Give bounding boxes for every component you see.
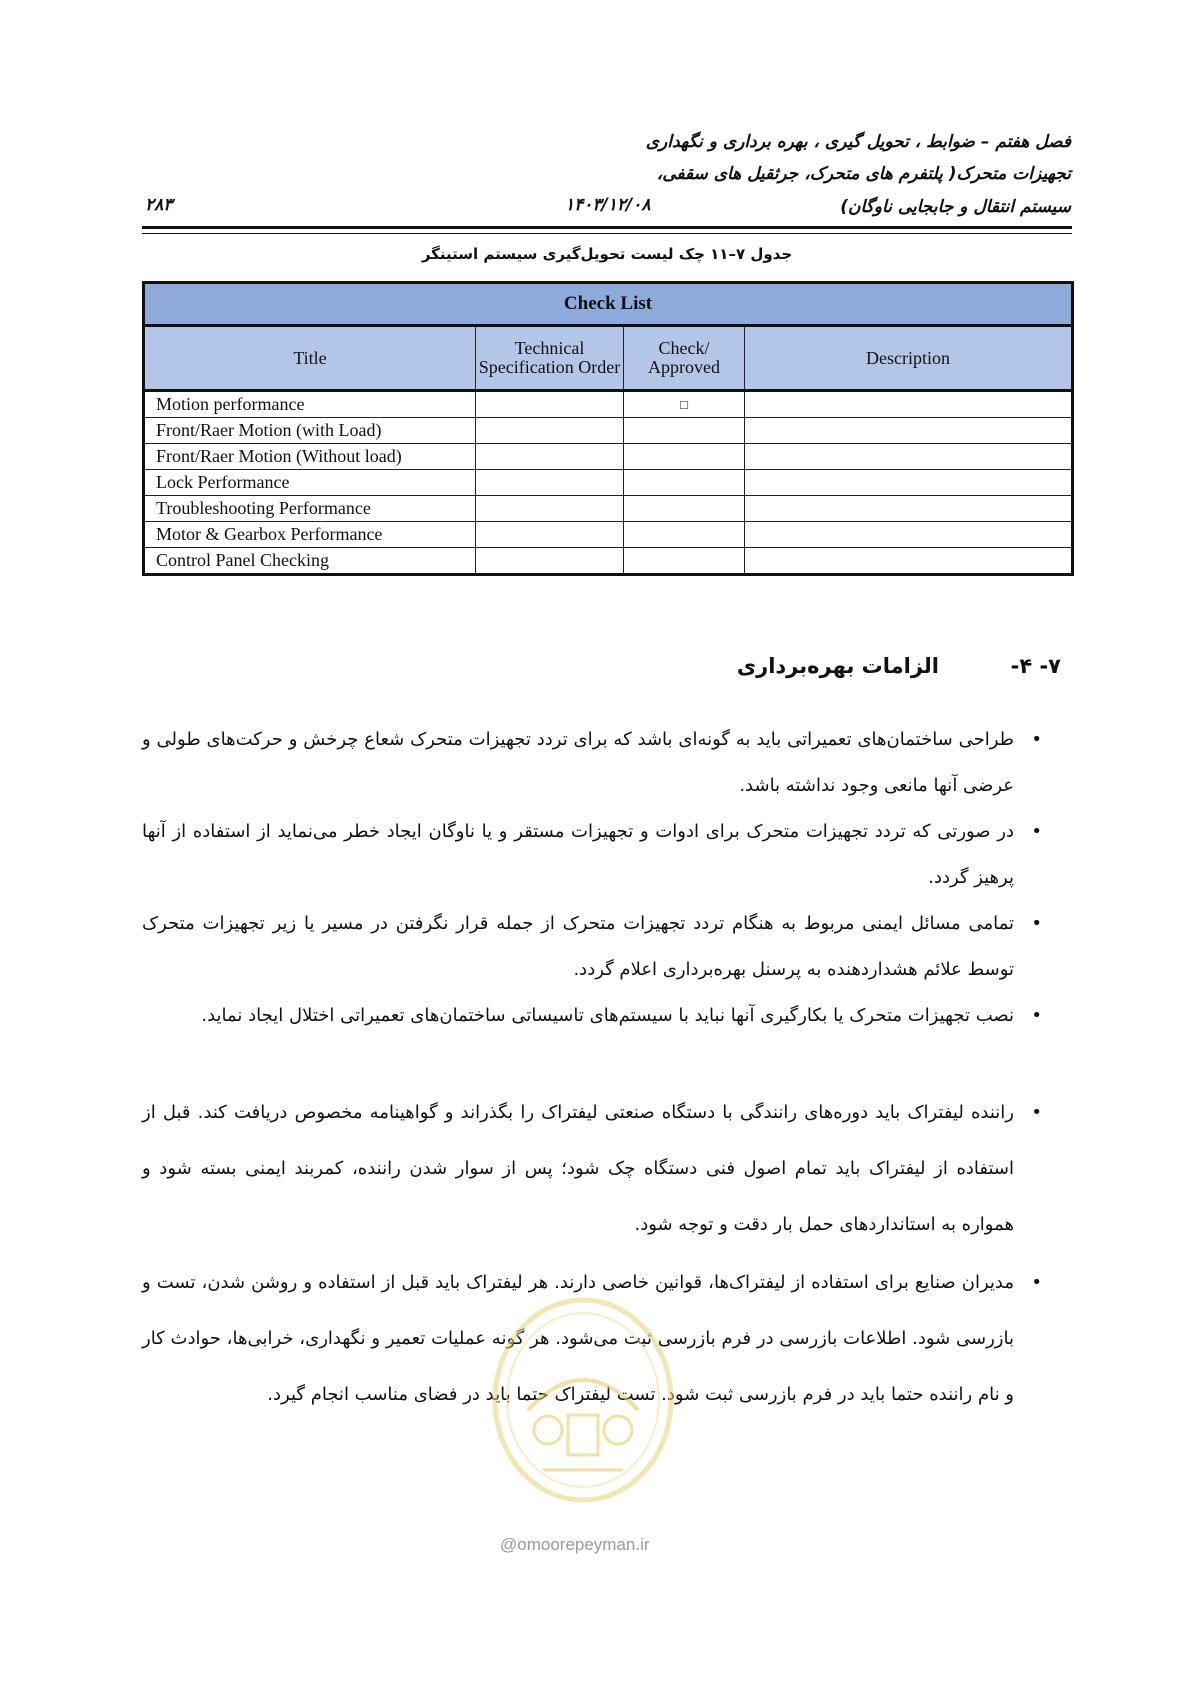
- table-title: Check List: [144, 283, 1073, 326]
- row-spec: [476, 522, 624, 548]
- row-title: Motion performance: [144, 391, 476, 418]
- row-spec: [476, 548, 624, 575]
- row-check: [624, 496, 745, 522]
- row-title: Troubleshooting Performance: [144, 496, 476, 522]
- row-description: [745, 418, 1073, 444]
- page-number: ۲۸۳: [145, 195, 173, 215]
- row-check: [624, 444, 745, 470]
- row-description: [745, 496, 1073, 522]
- row-description: [745, 444, 1073, 470]
- bullet-item: [142, 809, 1042, 901]
- section-number: ۷- ۴-: [1010, 654, 1061, 678]
- bullet-icon: •: [1031, 729, 1042, 750]
- table-row: [144, 522, 1073, 548]
- row-title: Front/Raer Motion (with Load): [144, 418, 476, 444]
- row-title: Control Panel Checking: [144, 548, 476, 575]
- row-spec: [476, 496, 624, 522]
- chapter-subtitle-line-2: سیستم انتقال و جابجایی ناوگان): [840, 197, 1071, 217]
- bullet-item: [142, 717, 1042, 809]
- chapter-title-line: فصل هفتم – ضوابط ، تحویل گیری ، بهره برداری و نگهداری: [645, 132, 1071, 152]
- row-title: Front/Raer Motion (Without load): [144, 444, 476, 470]
- row-spec: [476, 418, 624, 444]
- row-check: [624, 522, 745, 548]
- table-row: [144, 418, 1073, 444]
- chapter-subtitle-line: تجهیزات متحرک( پلتفرم های متحرک، جرثقیل های سقفی،: [656, 164, 1071, 184]
- bullet-icon: •: [1031, 1272, 1042, 1293]
- row-check: [624, 548, 745, 575]
- section-title: الزامات بهره‌برداری: [736, 654, 939, 678]
- table-title-row: [144, 283, 1073, 326]
- row-title: Lock Performance: [144, 470, 476, 496]
- row-spec: [476, 470, 624, 496]
- watermark-seal-icon: [483, 1290, 683, 1520]
- table-header-row: [144, 326, 1073, 391]
- bullet-icon: •: [1031, 1005, 1042, 1026]
- bullet-text: نصب تجهیزات متحرک یا بکارگیری آنها نباید با سیستم‌های تاسیساتی ساختمان‌های تعمیراتی اختلال ایجاد نماید.: [201, 1005, 1014, 1026]
- checkbox-icon[interactable]: □: [624, 391, 745, 418]
- table-caption: جدول ۷–۱۱ چک لیست تحویل‌گیری سیستم استینگر: [421, 245, 793, 263]
- column-header-title: Title: [144, 326, 476, 391]
- bullet-item: [142, 993, 1042, 1039]
- checklist-table: [142, 281, 1074, 576]
- bullet-item: [142, 1085, 1042, 1253]
- bullet-text: در صورتی که تردد تجهیزات متحرک برای ادوات و تجهیزات مستقر و یا ناوگان ایجاد خطر می‌نماید از استفاده از آنها پرهیز گردد.: [142, 821, 1014, 888]
- row-check: [624, 470, 745, 496]
- table-row: [144, 548, 1073, 575]
- header-rule-thin: [142, 233, 1072, 234]
- bullet-item: [142, 901, 1042, 993]
- row-description: [745, 522, 1073, 548]
- bullet-text: مدیران صنایع برای استفاده از لیفتراک‌ها، قوانین خاصی دارند. هر لیفتراک باید قبل از استفاده و روشن شدن، تست و بازرسی شود. اطلاعات بازرسی در فرم بازرسی ثبت می‌شود. هر گونه عملیات تعمیر و نگهداری، خرابی‌ها، حوادث کار و نام راننده حتما باید در فرم بازرسی ثبت شود. تست لیفتراک حتما باید در فضای مناسب انجام گیرد.: [142, 1272, 1014, 1405]
- header-rule-thick: [142, 226, 1072, 229]
- table-row: [144, 496, 1073, 522]
- bullet-icon: •: [1031, 1102, 1042, 1123]
- bullet-text: راننده لیفتراک باید دوره‌های رانندگی با دستگاه صنعتی لیفتراک را بگذراند و گواهینامه مخصوص دریافت کند. قبل از استفاده از لیفتراک باید تمام اصول فنی دستگاه چک شود؛ پس از سوار شدن راننده، کمربند ایمنی بسته شود و همواره به استانداردهای حمل بار دقت و توجه شود.: [142, 1102, 1014, 1235]
- row-description: [745, 470, 1073, 496]
- row-spec: [476, 444, 624, 470]
- row-title: Motor & Gearbox Performance: [144, 522, 476, 548]
- bullet-text: طراحی ساختمان‌های تعمیراتی باید به گونه‌ای باشد که برای تردد تجهیزات متحرک شعاع چرخش و حرکت‌های طولی و عرضی آنها مانعی وجود نداشته باشد.: [142, 729, 1014, 796]
- table-row: [144, 444, 1073, 470]
- row-description: [745, 391, 1073, 418]
- watermark-site-text: @omoorepeyman.ir: [500, 1535, 650, 1554]
- table-row: [144, 470, 1073, 496]
- column-header-check: Check/ Approved: [624, 326, 745, 391]
- bullet-text: تمامی مسائل ایمنی مربوط به هنگام تردد تجهیزات متحرک از جمله قرار نگرفتن در مسیر یا زیر تجهیزات متحرک توسط علائم هشداردهنده به پرسنل بهره‌برداری اعلام گردد.: [142, 913, 1014, 980]
- bullet-icon: •: [1031, 821, 1042, 842]
- column-header-spec: Technical Specification Order: [476, 326, 624, 391]
- row-description: [745, 548, 1073, 575]
- bullet-icon: •: [1031, 913, 1042, 934]
- table-row: [144, 391, 1073, 418]
- row-check: [624, 418, 745, 444]
- row-spec: [476, 391, 624, 418]
- header-date: ۱۴۰۳/۱۲/۰۸: [565, 195, 651, 215]
- column-header-description: Description: [745, 326, 1073, 391]
